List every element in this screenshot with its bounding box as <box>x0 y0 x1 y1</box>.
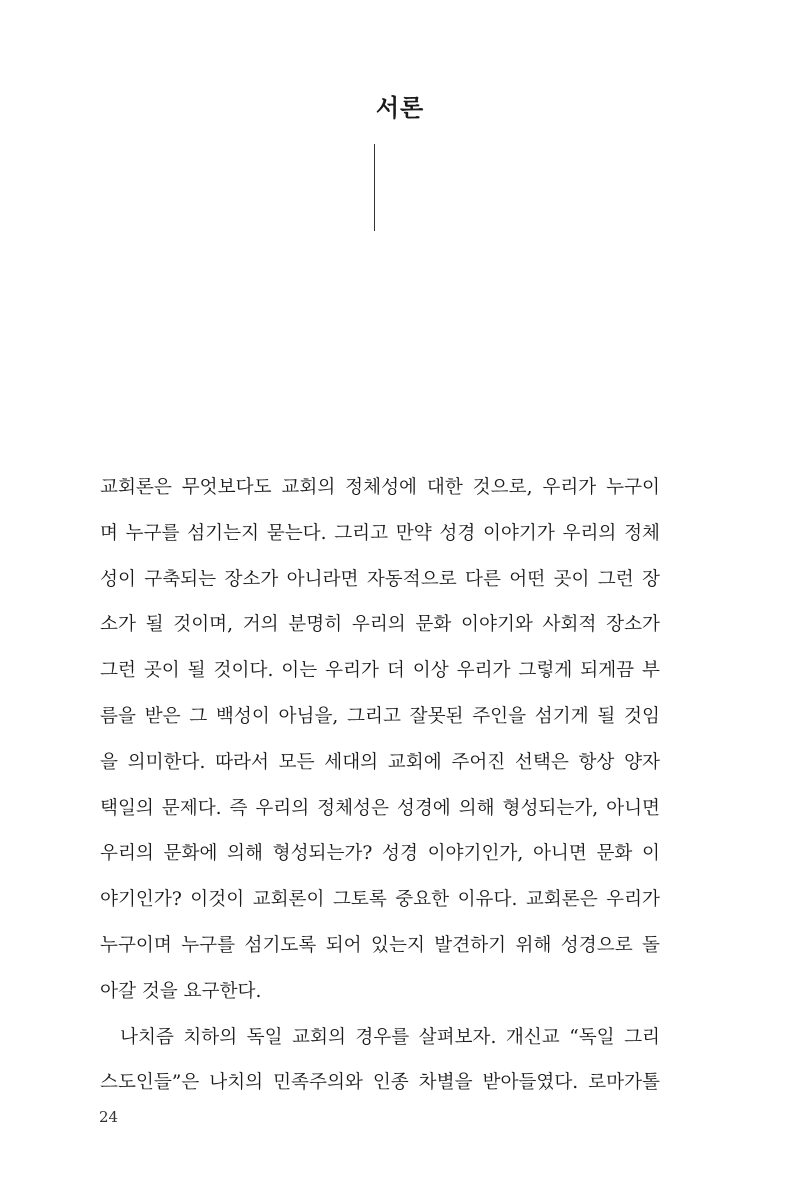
text-line: 스도인들”은 나치의 민족주의와 인종 차별을 받아들였다. 로마가톨 <box>100 1072 660 1094</box>
title-divider <box>374 144 375 231</box>
body-text <box>100 465 660 1106</box>
text-line: 누구이며 누구를 섬기도록 되어 있는지 발견하기 위해 성경으로 돌 <box>100 934 660 956</box>
page-number: 24 <box>99 1108 119 1126</box>
chapter-title: 서론 <box>375 93 425 122</box>
text-line: 우리의 문화에 의해 형성되는가? 성경 이야기인가, 아니면 문화 이 <box>100 843 660 865</box>
text-line: 택일의 문제다. 즉 우리의 정체성은 성경에 의해 형성되는가, 아니면 <box>100 797 660 819</box>
text-line: 성이 구축되는 장소가 아니라면 자동적으로 다른 어떤 곳이 그런 장 <box>100 568 660 590</box>
text-line: 아갈 것을 요구한다. <box>100 980 262 1002</box>
text-line: 며 누구를 섬기는지 묻는다. 그리고 만약 성경 이야기가 우리의 정체 <box>100 522 660 544</box>
text-line: 소가 될 것이며, 거의 분명히 우리의 문화 이야기와 사회적 장소가 <box>100 614 660 636</box>
text-line: 나치즘 치하의 독일 교회의 경우를 살펴보자. 개신교 “독일 그리 <box>120 1026 660 1048</box>
text-line: 야기인가? 이것이 교회론이 그토록 중요한 이유다. 교회론은 우리가 <box>100 889 660 911</box>
text-line: 교회론은 무엇보다도 교회의 정체성에 대한 것으로, 우리가 누구이 <box>100 477 660 498</box>
text-line: 름을 받은 그 백성이 아님을, 그리고 잘못된 주인을 섬기게 될 것임 <box>100 705 660 727</box>
text-line: 그런 곳이 될 것이다. 이는 우리가 더 이상 우리가 그렇게 되게끔 부 <box>100 660 660 682</box>
text-line: 을 의미한다. 따라서 모든 세대의 교회에 주어진 선택은 항상 양자 <box>100 751 660 773</box>
